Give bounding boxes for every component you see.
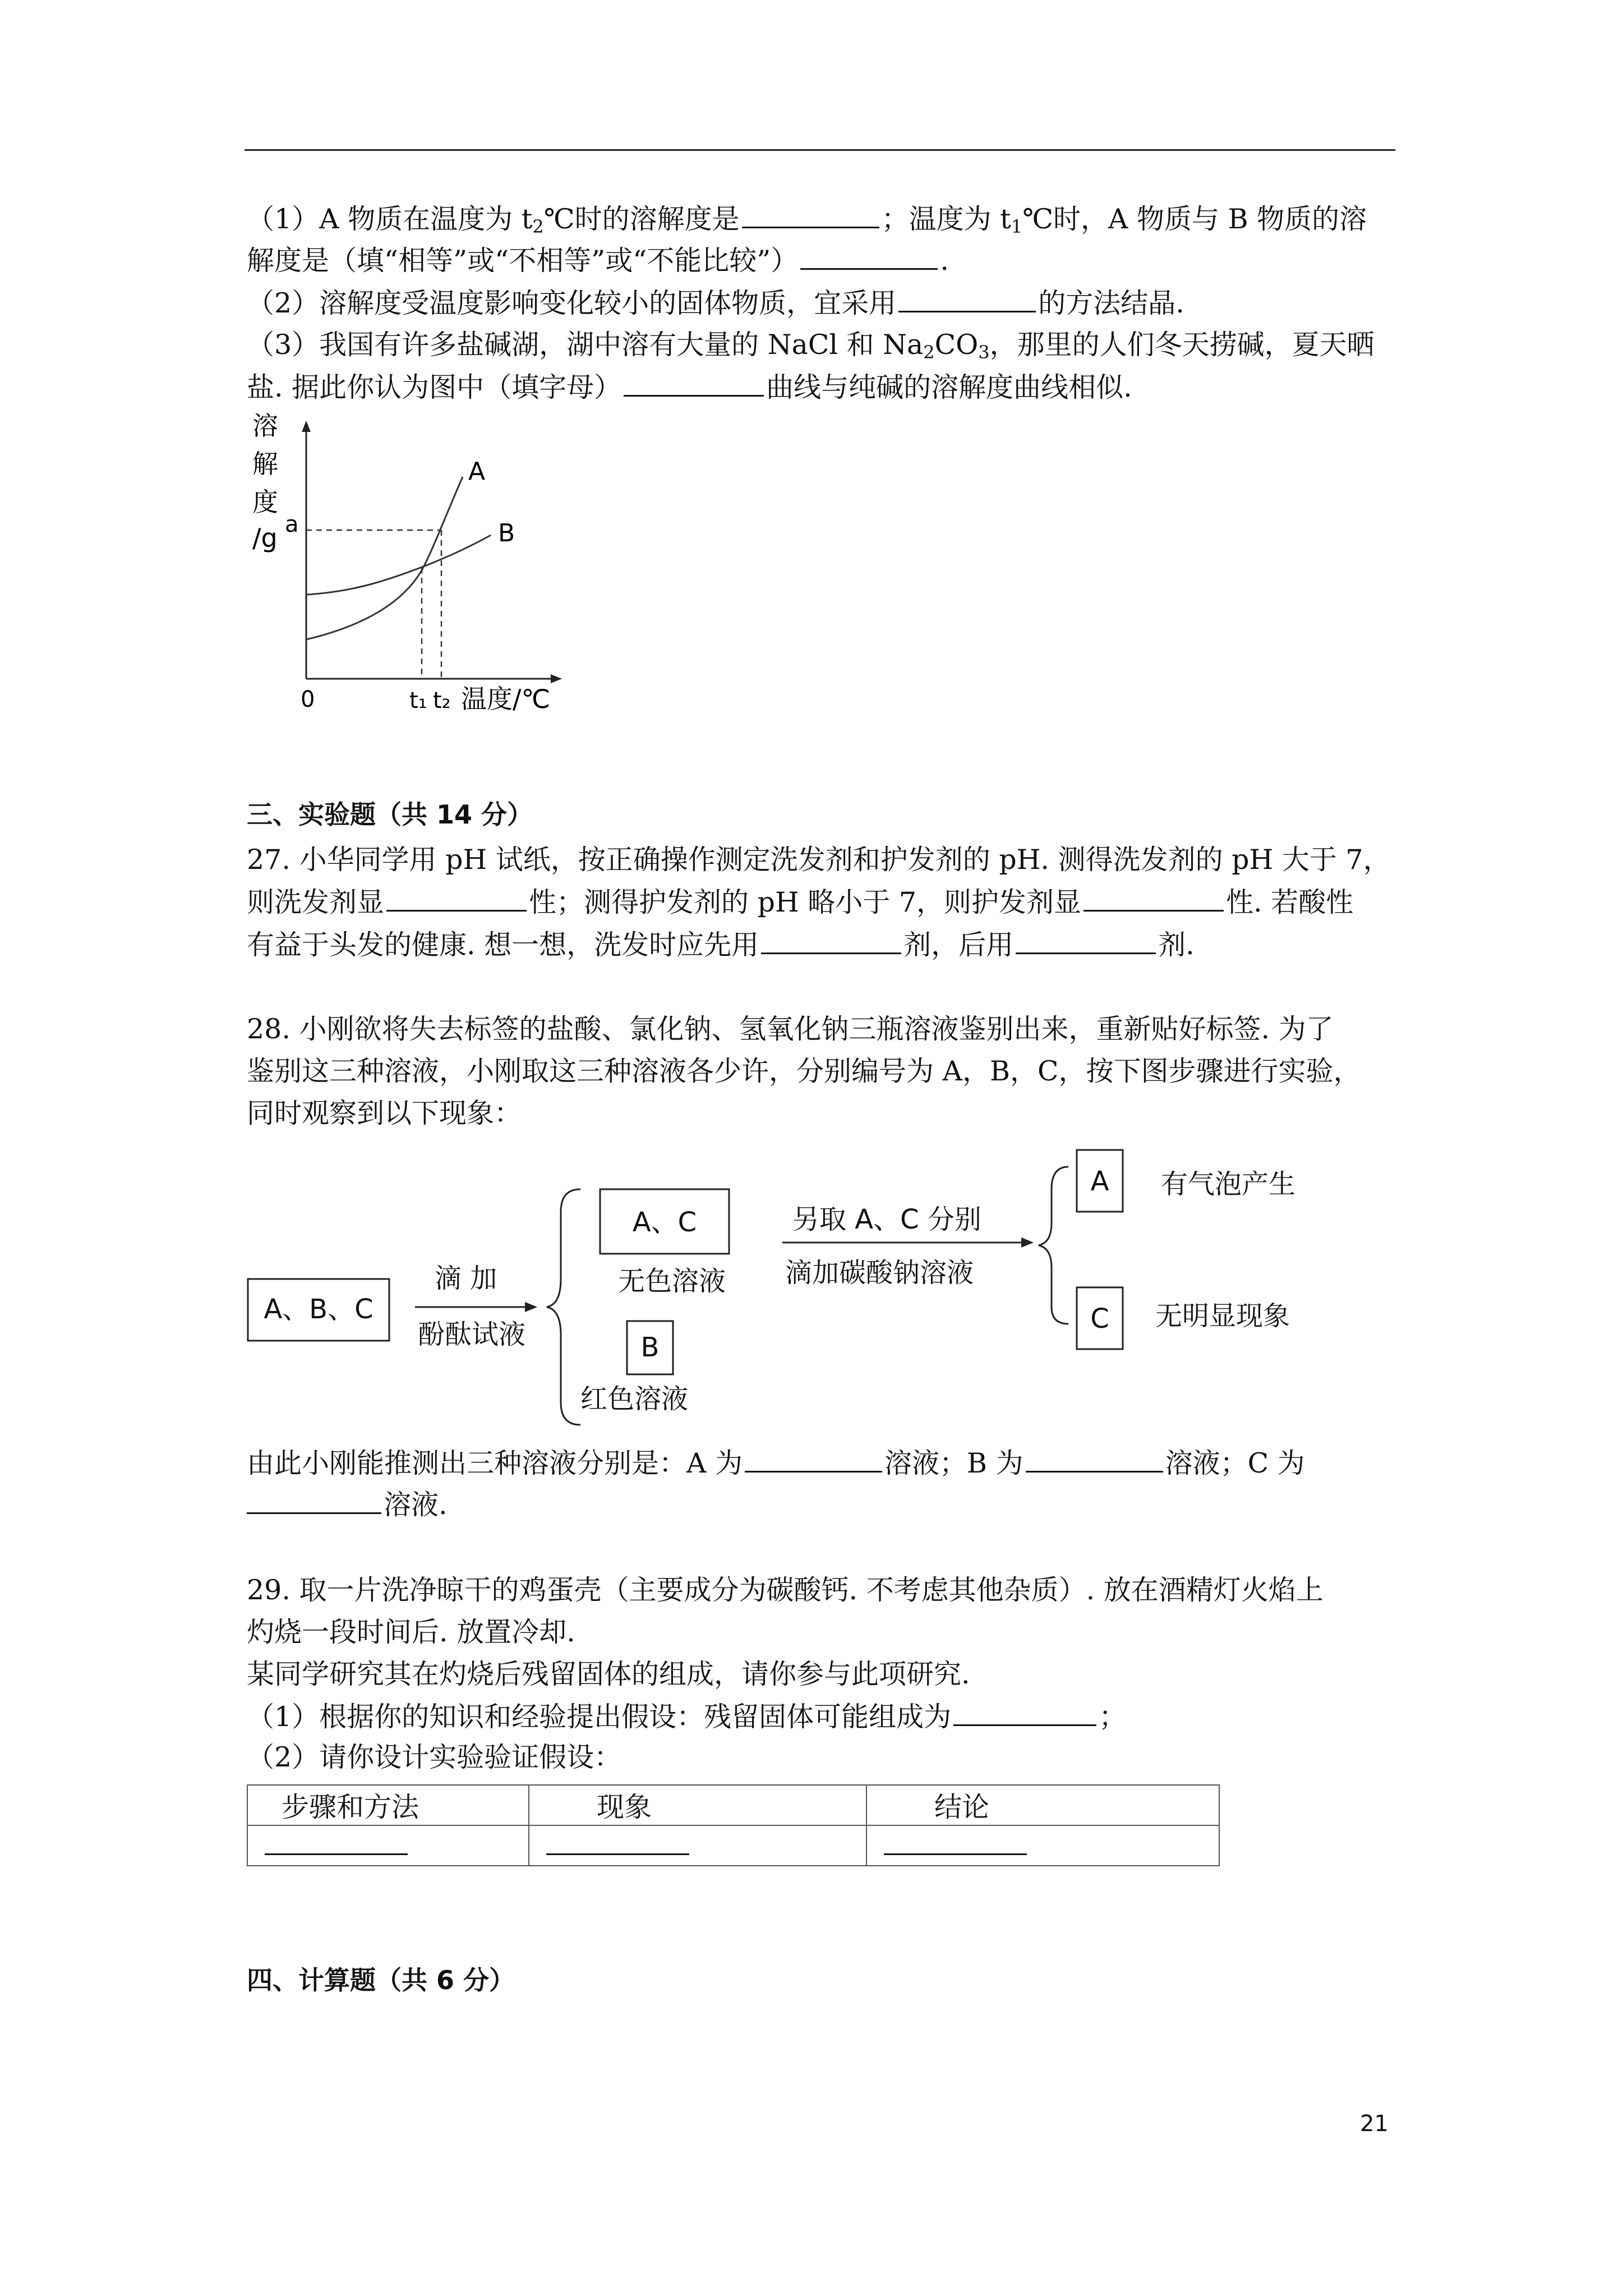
q29-line-1: 29. 取一片洗净晾干的鸡蛋壳（主要成分为碳酸钙. 不考虑其他杂质）. 放在酒精灯火焰上 — [247, 1574, 1324, 1606]
answer-blank[interactable] — [898, 286, 1036, 312]
answer-blank[interactable] — [546, 1833, 689, 1855]
step1-bottom-label: 酚酞试液 — [418, 1319, 526, 1350]
box-b-label: B — [640, 1332, 660, 1363]
t1-label: t₁ — [409, 688, 427, 714]
q26-line-2: 解度是（填“相等”或“不相等”或“不能比较”） . — [247, 245, 949, 277]
box-abc-label: A、B、C — [264, 1294, 374, 1325]
answer-blank[interactable] — [1016, 928, 1156, 954]
section-3-title: 三、实验题（共 14 分） — [247, 799, 533, 830]
q28-line-3: 同时观察到以下现象： — [247, 1097, 522, 1129]
q27-line-3: 有益于头发的健康. 想一想，洗发时应先用 剂，后用 剂. — [247, 929, 1195, 961]
q28-line-1: 28. 小刚欲将失去标签的盐酸、氯化钠、氢氧化钠三瓶溶液鉴别出来，重新贴好标签. 为了 — [247, 1013, 1334, 1045]
table-header-cell: 现象 — [529, 1785, 866, 1825]
x-axis-arrow — [551, 674, 562, 683]
q26-line-5: 盐. 据此你认为图中（填字母） 曲线与纯碱的溶解度曲线相似. — [247, 371, 1132, 403]
section-4-title: 四、计算题（共 6 分） — [247, 1965, 515, 1995]
box-a-label: A — [1090, 1166, 1109, 1197]
answer-blank[interactable] — [884, 1833, 1027, 1855]
solubility-graph — [241, 409, 589, 724]
q26-line-4: （3）我国有许多盐碱湖，湖中溶有大量的 NaCl 和 $Na_2CO_3$，那里的人们冬天捞碱，夏天晒 — [247, 329, 1375, 363]
q26-line-3: （2）溶解度受温度影响变化较小的固体物质，宜采用 的方法结晶. — [247, 287, 1184, 319]
step1-arrowhead — [525, 1302, 537, 1312]
answer-blank[interactable] — [953, 1700, 1096, 1726]
curve-b — [306, 535, 491, 595]
graph-ylabel-3: 度 — [252, 487, 278, 517]
page-number: 21 — [1360, 2111, 1389, 2137]
brace-2 — [1039, 1167, 1068, 1324]
q27-line-2: 则洗发剂显 性；测得护发剂的 pH 略小于 7，则护发剂显 性. 若酸性 — [247, 886, 1354, 918]
step2-arrowhead — [1021, 1237, 1034, 1248]
table-header-cell: 步骤和方法 — [247, 1785, 529, 1825]
result-c-label: 无明显现象 — [1155, 1300, 1290, 1332]
answer-blank[interactable] — [742, 202, 879, 228]
table-header-row — [247, 1785, 1219, 1825]
table-header-cell: 结论 — [866, 1785, 1219, 1825]
q29-line-3: 某同学研究其在灼烧后残留固体的组成，请你参与此项研究. — [247, 1658, 970, 1690]
graph-ylabel-1: 溶 — [252, 411, 278, 441]
answer-blank[interactable] — [745, 1446, 882, 1473]
identification-flowchart — [241, 1144, 1307, 1436]
table-row — [247, 1825, 1219, 1866]
red-label: 红色溶液 — [580, 1383, 689, 1415]
answer-blank[interactable] — [1026, 1446, 1163, 1473]
answer-blank[interactable] — [800, 243, 938, 270]
q29-line-5: （2）请你设计实验验证假设： — [247, 1741, 622, 1773]
result-a-label: 有气泡产生 — [1161, 1168, 1296, 1200]
graph-ylabel-4: /g — [252, 523, 278, 553]
xlabel: 温度/℃ — [461, 684, 551, 714]
step2-top-label: 另取 A、C 分别 — [792, 1204, 981, 1235]
answer-blank[interactable] — [247, 1488, 381, 1514]
t2-label: t₂ — [433, 688, 451, 714]
q28-line-2: 鉴别这三种溶液，小刚取这三种溶液各少许，分别编号为 A，B，C，按下图步骤进行实验， — [247, 1055, 1361, 1087]
curve-a-label: A — [468, 457, 486, 486]
q29-line-2: 灼烧一段时间后. 放置冷却. — [247, 1616, 575, 1648]
step1-top-label: 滴 加 — [435, 1263, 497, 1294]
answer-blank[interactable] — [1083, 885, 1224, 912]
origin-label: 0 — [301, 687, 315, 712]
answer-blank[interactable] — [761, 928, 901, 954]
brace-1 — [547, 1189, 580, 1425]
experiment-table — [247, 1784, 1220, 1866]
q28-line-4: 由此小刚能推测出三种溶液分别是：A 为 溶液；B 为 溶液；C 为 — [247, 1447, 1305, 1479]
q26-line-1: （1）A 物质在温度为 $t_2℃$时的溶解度是 ；温度为 $t_1℃$时，A 物质与 B 物质的溶 — [247, 203, 1367, 237]
header-rule — [245, 149, 1395, 151]
graph-ylabel-2: 解 — [252, 449, 278, 479]
label-a-value: a — [285, 512, 299, 537]
y-axis-arrow — [302, 421, 311, 432]
curve-b-label: B — [498, 519, 515, 547]
step2-bottom-label: 滴加碳酸钠溶液 — [785, 1257, 974, 1289]
q27-line-1: 27. 小华同学用 pH 试纸，按正确操作测定洗发剂和护发剂的 pH. 测得洗发剂的 pH 大于 7， — [247, 844, 1391, 876]
box-c-label: C — [1090, 1303, 1109, 1335]
q29-line-4: （1）根据你的知识和经验提出假设：残留固体可能组成为 ； — [247, 1701, 1127, 1733]
curve-a — [306, 477, 463, 639]
colorless-label: 无色溶液 — [618, 1266, 726, 1297]
answer-blank[interactable] — [624, 370, 764, 397]
box-ac-label: A、C — [632, 1207, 697, 1238]
answer-blank[interactable] — [265, 1833, 408, 1855]
answer-blank[interactable] — [386, 885, 527, 912]
q28-line-5: 溶液. — [247, 1488, 448, 1522]
